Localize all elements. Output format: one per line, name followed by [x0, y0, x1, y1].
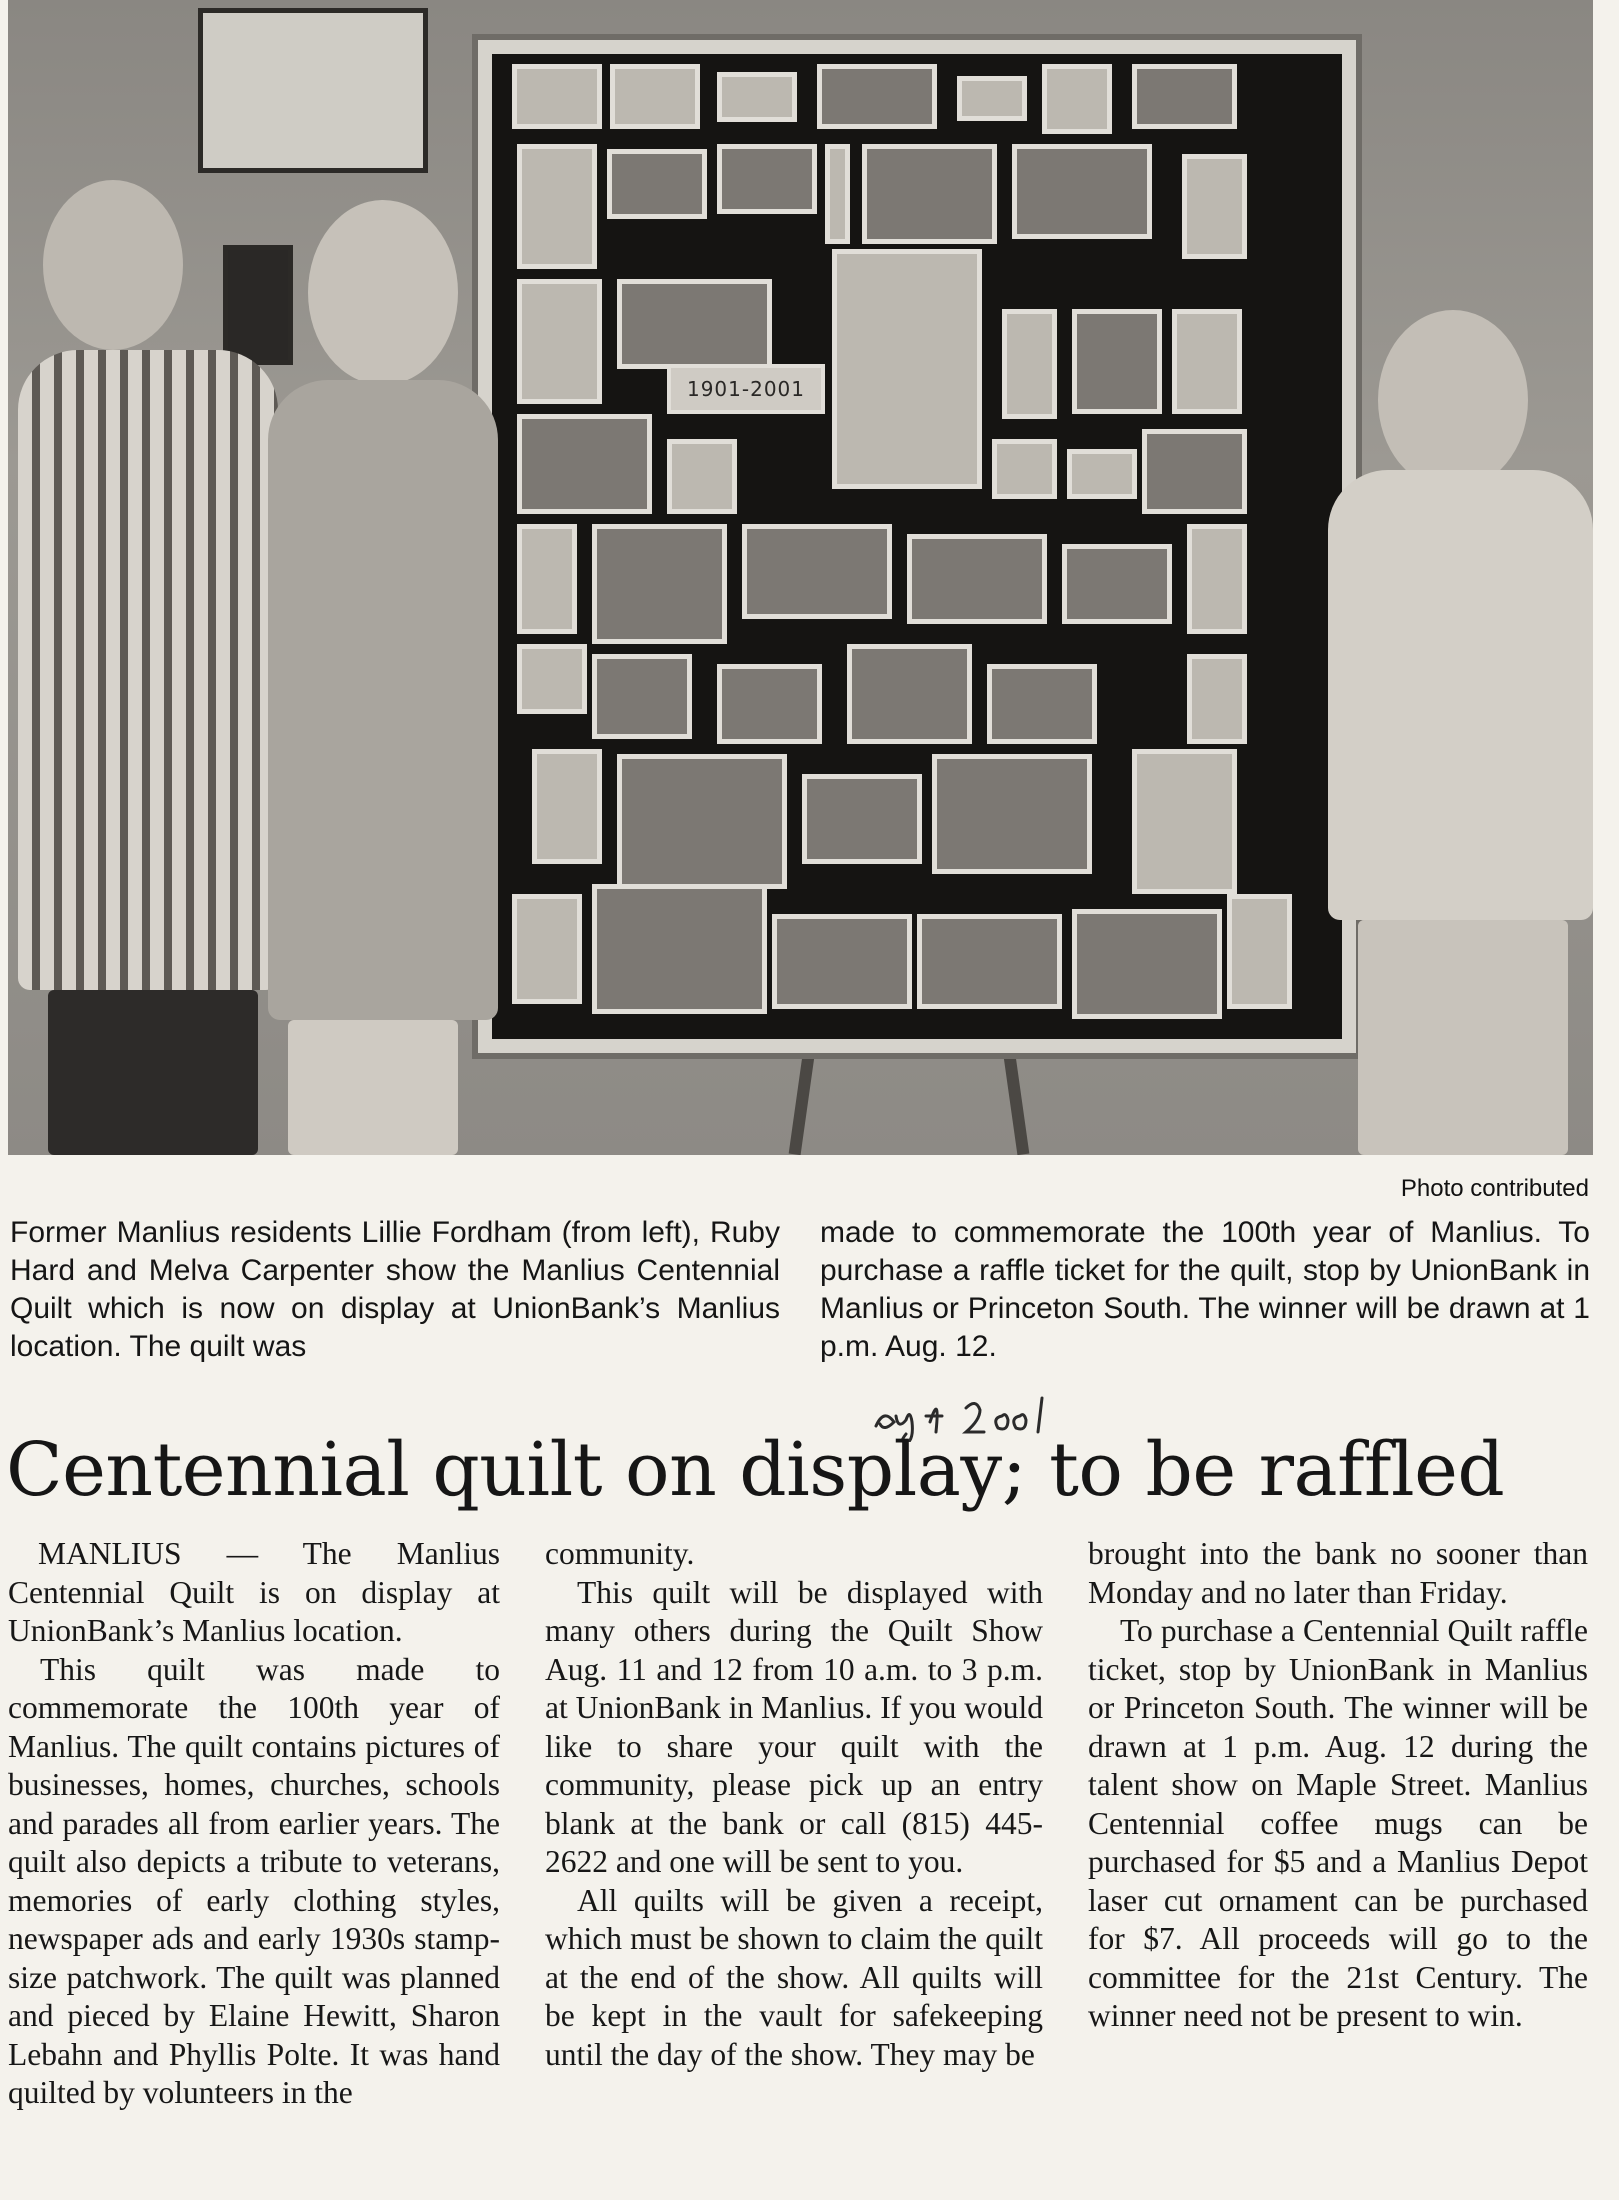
quilt-block	[1062, 544, 1172, 624]
article-column-3	[1088, 1535, 1588, 2036]
article-paragraph: MANLIUS — The Manlius Centennial Quilt is on display at UnionBank’s Manlius location.	[8, 1536, 500, 1648]
quilt-block	[817, 64, 937, 129]
article-paragraph: All quilts will be given a receipt, which must be shown to claim the quilt at the end of the show. All quilts will be kept in the vault for safekeeping until the day of the show. They may be	[545, 1882, 1043, 2072]
quilt-block	[592, 524, 727, 644]
photo-caption-right: made to commemorate the 100th year of Manlius. To purchase a raffle ticket for the quilt, stop by UnionBank in Manlius or Princeton South. The winner will be drawn at 1 p.m. Aug. 12.	[820, 1216, 1590, 1363]
quilt-block	[1042, 64, 1112, 134]
quilt-block	[987, 664, 1097, 744]
quilt-block	[517, 279, 602, 404]
quilt-block	[907, 534, 1047, 624]
quilt-block	[1182, 154, 1247, 259]
article-column-1	[8, 1535, 500, 2113]
quilt-block	[667, 439, 737, 514]
quilt-block	[832, 249, 982, 489]
quilt-year-label: 1901-2001	[667, 364, 825, 414]
person-body	[1328, 470, 1593, 920]
quilt-block	[592, 654, 692, 739]
quilt-block	[862, 144, 997, 244]
quilt-block	[802, 774, 922, 864]
quilt-block	[772, 914, 912, 1009]
person-ruby-hard	[258, 200, 498, 1155]
quilt-block	[992, 439, 1057, 499]
quilt-block	[512, 64, 602, 129]
news-photo	[8, 0, 1593, 1155]
article-paragraph: This quilt was made to commemorate the 100th year of Manlius. The quilt contains pictures of businesses, homes, churches, schools and parades all from earlier years. The quilt also depicts a tribute to veterans, memories of early clothing styles, newspaper ads and early 1930s stamp-size patchwork. The quilt was planned and pieced by Elaine Hewitt, Sharon Lebahn and Phyllis Polte. It was hand quilted by volunteers in the	[8, 1651, 500, 2110]
quilt-block	[1142, 429, 1247, 514]
person-head	[1378, 310, 1528, 490]
photo-credit: Photo contributed	[1400, 1175, 1589, 1202]
person-melva-carpenter	[1318, 300, 1593, 1155]
person-body	[268, 380, 498, 1020]
quilt-block	[1132, 64, 1237, 129]
quilt-block	[932, 754, 1092, 874]
quilt-block	[617, 279, 772, 369]
quilt-block	[1227, 894, 1292, 1009]
photo-caption-left: Former Manlius residents Lillie Fordham (from left), Ruby Hard and Melva Carpenter show the Manlius Centennial Quilt which is now on display at UnionBank’s Manlius location. The quilt was	[10, 1216, 780, 1363]
person-head	[308, 200, 458, 385]
person-legs	[1358, 920, 1568, 1155]
quilt-block	[610, 64, 700, 129]
quilt-block	[1002, 309, 1057, 419]
quilt-block	[1072, 309, 1162, 414]
quilt-block	[1072, 909, 1222, 1019]
person-body	[18, 350, 278, 990]
quilt-block	[1132, 749, 1237, 894]
article-paragraph: brought into the bank no sooner than Monday and no later than Friday.	[1088, 1536, 1588, 1610]
quilt-block	[847, 644, 972, 744]
quilt-block	[607, 149, 707, 219]
wall-frame-left	[198, 8, 428, 173]
quilt-block	[1067, 449, 1137, 499]
person-legs	[48, 990, 258, 1155]
quilt-block	[717, 664, 822, 744]
centennial-quilt	[478, 40, 1356, 1053]
article-paragraph: community.	[545, 1536, 695, 1571]
quilt-block	[957, 76, 1027, 121]
article-paragraph: This quilt will be displayed with many others during the Quilt Show Aug. 11 and 12 from 10 a.m. to 3 p.m. at UnionBank in Manlius. If you would like to share your quilt with the community, please pick up an entry blank at the bank or call (815) 445-2622 and one will be sent to you.	[545, 1574, 1043, 1879]
quilt-block	[512, 894, 582, 1004]
quilt-block	[917, 914, 1062, 1009]
quilt-block	[717, 144, 817, 214]
quilt-block	[517, 524, 577, 634]
quilt-block	[825, 144, 850, 244]
quilt-block	[1187, 524, 1247, 634]
quilt-block	[532, 749, 602, 864]
quilt-block	[1012, 144, 1152, 239]
quilt-block	[517, 144, 597, 269]
person-lillie-fordham	[8, 170, 278, 1155]
quilt-block	[592, 884, 767, 1014]
article-headline: Centennial quilt on display; to be raffled	[6, 1427, 1505, 1513]
quilt-block	[517, 644, 587, 714]
quilt-block	[617, 754, 787, 889]
quilt-block	[517, 414, 652, 514]
quilt-block	[1172, 309, 1242, 414]
article-paragraph: To purchase a Centennial Quilt raffle ticket, stop by UnionBank in Manlius or Princeton South. The winner will be drawn at 1 p.m. Aug. 12 during the talent show on Maple Street. Manlius Centennial coffee mugs can be purchased for $5 and a Manlius Depot laser cut ornament can be purchased for $7. All proceeds will go to the committee for the 21st Century. The winner need not be present to win.	[1088, 1613, 1588, 2033]
quilt-block	[1187, 654, 1247, 744]
quilt-block	[742, 524, 892, 619]
person-legs	[288, 1020, 458, 1155]
person-head	[43, 180, 183, 350]
article-column-2	[545, 1535, 1043, 2074]
quilt-block	[717, 72, 797, 122]
